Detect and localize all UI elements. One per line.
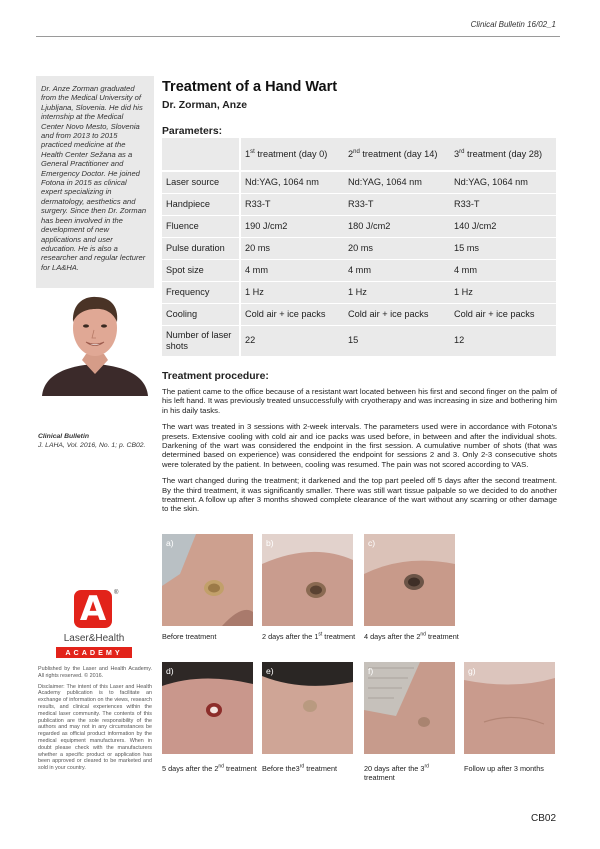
table-cell: 1 Hz	[344, 281, 450, 303]
photo-label: b)	[266, 538, 274, 548]
table-cell: R33-T	[240, 193, 344, 215]
table-cell: 1 Hz	[450, 281, 556, 303]
logo-academy-bar: ACADEMY	[56, 647, 132, 658]
photo-caption: 4 days after the 2nd treatment	[364, 631, 459, 641]
table-row	[162, 325, 556, 356]
table-cell: Nd:YAG, 1064 nm	[240, 171, 344, 193]
clinical-photo-c	[364, 534, 455, 626]
column-header: 1st treatment (day 0)	[240, 138, 344, 171]
row-label: Handpiece	[162, 193, 240, 215]
table-row	[162, 259, 556, 281]
citation	[38, 432, 156, 450]
table-cell: Nd:YAG, 1064 nm	[344, 171, 450, 193]
table-cell: 20 ms	[240, 237, 344, 259]
table-cell: 140 J/cm2	[450, 215, 556, 237]
author-sidebar	[36, 76, 154, 396]
logo-registered-mark: ®	[114, 590, 119, 596]
clinical-photo-d	[162, 662, 253, 754]
photo-label: e)	[266, 666, 274, 676]
table-cell: R33-T	[450, 193, 556, 215]
table-corner	[162, 138, 240, 171]
table-row	[162, 303, 556, 325]
table-cell: 4 mm	[344, 259, 450, 281]
paragraph: The wart changed during the treatment; it darkened and the top part peeled off 5 days after the second treatment. By the third treatment, it was significantly smaller. There was still wart tissue palpable so we decided to do another treatment. A follow up after 3 months showed complete clearance of the wart without any scarring or other damage to the skin.	[162, 476, 557, 514]
table-cell: 190 J/cm2	[240, 215, 344, 237]
clinical-photo-b	[262, 534, 353, 626]
author-bio: Dr. Anze Zorman graduated from the Medical University of Ljubljana, Slovenia. He did his internship at the Medical Center Novo Mesto, Slovenia and from 2013 to 2015 practiced medicine at the Health Center Sežana as a General Practitioner and Emergency Doctor. He joined Fotona in 2015 as clinical expert specializing in dermatology, aesthetics and surgery. Since then Dr. Zorman has been involved in the development of new applications and user education. He is also a researcher and regular lecturer for LA&HA.	[41, 84, 147, 272]
citation-title: Clinical Bulletin	[38, 433, 89, 440]
table-cell: 22	[240, 325, 344, 356]
row-label: Pulse duration	[162, 237, 240, 259]
photo-caption: 5 days after the 2nd treatment	[162, 763, 257, 773]
procedure-heading: Treatment procedure:	[162, 371, 269, 382]
table-cell: Cold air + ice packs	[240, 303, 344, 325]
table-row	[162, 171, 556, 193]
row-label: Number of laser shots	[162, 325, 240, 356]
photo-caption: 20 days after the 3rd treatment	[364, 763, 429, 782]
author-photo	[36, 288, 154, 396]
parameters-table	[162, 138, 556, 357]
photo-label: g)	[468, 666, 476, 676]
table-cell: Cold air + ice packs	[344, 303, 450, 325]
clinical-photo-f	[364, 662, 455, 754]
row-label: Frequency	[162, 281, 240, 303]
photo-label: f)	[368, 666, 374, 676]
table-row	[162, 281, 556, 303]
table-cell: 180 J/cm2	[344, 215, 450, 237]
table-cell: 15 ms	[450, 237, 556, 259]
logo-name: Laser&Health	[63, 633, 125, 644]
row-label: Laser source	[162, 171, 240, 193]
table-cell: 4 mm	[240, 259, 344, 281]
header-divider	[36, 36, 560, 37]
table-cell: 15	[344, 325, 450, 356]
publisher-note: Published by the Laser and Health Academy. All rights reserved. © 2016.	[38, 666, 152, 679]
article-title: Treatment of a Hand Wart	[162, 79, 338, 95]
photo-caption: Before treatment	[162, 632, 217, 641]
citation-source: J. LAHA, Vol. 2016, No. 1; p. CB02.	[38, 442, 146, 449]
table-cell: Cold air + ice packs	[450, 303, 556, 325]
fine-print	[38, 666, 152, 776]
procedure-text	[162, 387, 557, 521]
table-cell: R33-T	[344, 193, 450, 215]
disclaimer: Disclaimer: The intent of this Laser and Health Academy publication is to facilitate an exchange of information on the views, research results, and clinical experiences within the medical laser community. The contents of this publication are the sole responsibility of the authors and may not in any circumstances be regarded as official product information by the medical equipment manufacturers. When in doubt please check with the manufacturers whether a specific product or application has been approved or cleared to be marketed and sold in your country.	[38, 683, 152, 772]
paragraph: The wart was treated in 3 sessions with 2-week intervals. The parameters used were in accordance with Fotona's presets. Extensive cooling with cold air and ice packs was used before, in between and after the individual shots. Darkening of the wart was considered the endpoint in the first session. A cumulative number of shots (that was determined based on experience) was considered the endpoint for sessions 2 and 3. Only 2-3 consecutive shots were tolerated by the patient. In between, cooling was resumed. The pain was not scored according to VAS.	[162, 422, 557, 469]
clinical-photo-g	[464, 662, 555, 754]
table-cell: 20 ms	[344, 237, 450, 259]
photo-label: c)	[368, 538, 376, 548]
table-row	[162, 215, 556, 237]
table-cell: 1 Hz	[240, 281, 344, 303]
photo-caption: Follow up after 3 months	[464, 764, 544, 773]
logo-letter: A	[79, 589, 107, 629]
photo-label: a)	[166, 538, 174, 548]
row-label: Cooling	[162, 303, 240, 325]
table-row	[162, 237, 556, 259]
bulletin-reference: Clinical Bulletin 16/02_1	[470, 20, 556, 29]
photo-caption: Before the3rd treatment	[262, 763, 338, 773]
article-author: Dr. Zorman, Anze	[162, 100, 248, 111]
table-cell: 12	[450, 325, 556, 356]
photo-label: d)	[166, 666, 174, 676]
column-header: 3rd treatment (day 28)	[450, 138, 556, 171]
table-row	[162, 193, 556, 215]
clinical-photo-e	[262, 662, 353, 754]
column-header: 2nd treatment (day 14)	[344, 138, 450, 171]
clinical-photo-a	[162, 534, 253, 626]
row-label: Spot size	[162, 259, 240, 281]
table-cell: 4 mm	[450, 259, 556, 281]
row-label: Fluence	[162, 215, 240, 237]
table-header-row	[162, 138, 556, 171]
table-cell: Nd:YAG, 1064 nm	[450, 171, 556, 193]
paragraph: The patient came to the office because of a resistant wart located between his first and second finger on the palm of his left hand. It was previously treated unsuccessfully with cryotherapy and was increasing in size and bothering him in his daily tasks.	[162, 387, 557, 415]
logo-mark	[74, 590, 112, 628]
page-id: CB02	[530, 813, 556, 824]
photo-caption: 2 days after the 1st treatment	[262, 631, 356, 641]
parameters-heading: Parameters:	[162, 126, 223, 137]
